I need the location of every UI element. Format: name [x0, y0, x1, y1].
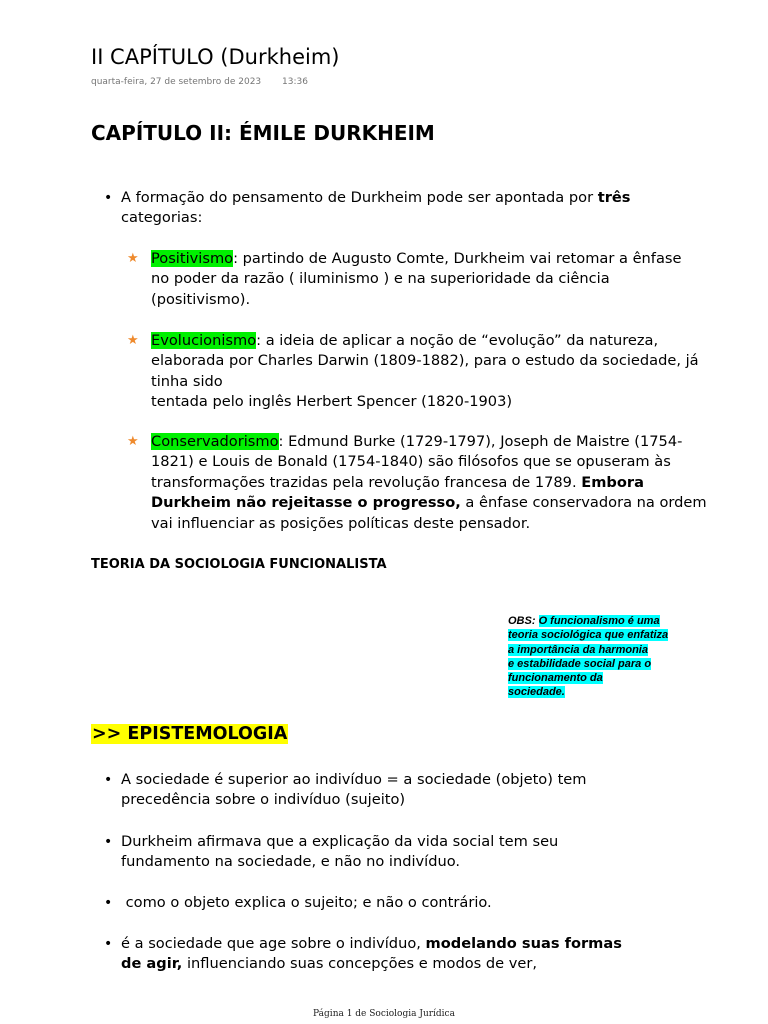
epistemology-bullet: [104, 770, 704, 811]
category-line: : a ideia de aplicar a noção de “evolução” da natureza,: [256, 332, 659, 349]
category-evolucionismo: [127, 331, 727, 413]
star-icon: ★: [127, 333, 139, 348]
category-bold: Embora: [581, 473, 644, 491]
bullet-line: precedência sobre o indivíduo (sujeito): [121, 791, 406, 809]
bullet-line: fundamento na sociedade, e não no indivíduo.: [121, 853, 461, 871]
obs-note: [508, 614, 690, 700]
epistemology-bullet: [104, 832, 704, 873]
category-line: tinha sido: [151, 372, 223, 390]
obs-line: a importância da harmonia: [508, 643, 648, 656]
bullet-line: como o objeto explica o sujeito; e não o contrário.: [121, 894, 492, 911]
bullet-icon: •: [104, 895, 113, 911]
intro-text: A formação do pensamento de Durkheim pode ser apontada por: [121, 189, 598, 206]
bullet-line: influenciando suas concepções e modos de ver,: [182, 955, 538, 973]
obs-line: O funcionalismo é uma: [538, 615, 660, 627]
chapter-heading: CAPÍTULO II: ÉMILE DURKHEIM: [91, 121, 435, 145]
intro-bullet: [104, 188, 664, 229]
star-icon: ★: [127, 251, 139, 266]
page-date: quarta-feira, 27 de setembro de 2023: [91, 77, 262, 87]
star-icon: ★: [127, 434, 139, 449]
category-line: a ênfase conservadora na ordem: [460, 494, 707, 512]
term-evolucionismo: Evolucionismo: [151, 332, 257, 349]
epistemology-heading: >> EPISTEMOLOGIA: [92, 724, 288, 744]
obs-line: e estabilidade social para o: [508, 657, 652, 670]
bullet-bold: modelando suas formas: [425, 935, 622, 952]
intro-text-end: categorias:: [121, 209, 203, 227]
bullet-line: A sociedade é superior ao indivíduo = a sociedade (objeto) tem: [121, 771, 587, 788]
category-conservadorismo: [127, 432, 727, 534]
page-title: II CAPÍTULO (Durkheim): [91, 45, 340, 69]
category-line: : Edmund Burke (1729-1797), Joseph de Maistre (1754-: [278, 433, 683, 450]
category-line: no poder da razão ( iluminismo ) e na superioridade da ciência: [151, 270, 610, 288]
term-conservadorismo: Conservadorismo: [151, 433, 279, 450]
bullet-icon: •: [104, 190, 113, 206]
obs-line: sociedade.: [508, 686, 565, 699]
section-heading: TEORIA DA SOCIOLOGIA FUNCIONALISTA: [91, 557, 387, 572]
category-line: vai influenciar as posições políticas deste pensador.: [151, 514, 531, 532]
category-line: (positivismo).: [151, 290, 251, 308]
category-line: tentada pelo inglês Herbert Spencer (1820-1903): [151, 393, 513, 411]
epistemology-bullet: [104, 934, 704, 975]
obs-line: teoria sociológica que enfatiza: [508, 629, 669, 642]
bullet-bold: de agir,: [121, 955, 183, 973]
bullet-icon: •: [104, 834, 113, 850]
category-line: elaborada por Charles Darwin (1809-1882), para o estudo da sociedade, já: [151, 352, 699, 370]
bullet-line: Durkheim afirmava que a explicação da vida social tem seu: [121, 833, 559, 850]
term-positivismo: Positivismo: [151, 250, 234, 267]
obs-label: OBS:: [508, 615, 539, 627]
bullet-line: é a sociedade que age sobre o indivíduo,: [121, 935, 426, 952]
category-line: 1821) e Louis de Bonald (1754-1840) são filósofos que se opuseram às: [151, 453, 671, 471]
bullet-icon: •: [104, 936, 113, 952]
intro-bold: três: [597, 189, 631, 206]
category-positivismo: [127, 249, 717, 310]
page-footer: Página 1 de Sociologia Jurídica: [313, 1009, 455, 1019]
category-line: : partindo de Augusto Comte, Durkheim vai retomar a ênfase: [233, 250, 682, 267]
category-bold: Durkheim não rejeitasse o progresso,: [151, 494, 461, 512]
page-time: 13:36: [282, 77, 308, 87]
epistemology-bullet: [104, 893, 704, 913]
bullet-icon: •: [104, 772, 113, 788]
obs-line: funcionamento da: [508, 672, 603, 685]
category-line: transformações trazidas pela revolução francesa de 1789.: [151, 473, 577, 491]
